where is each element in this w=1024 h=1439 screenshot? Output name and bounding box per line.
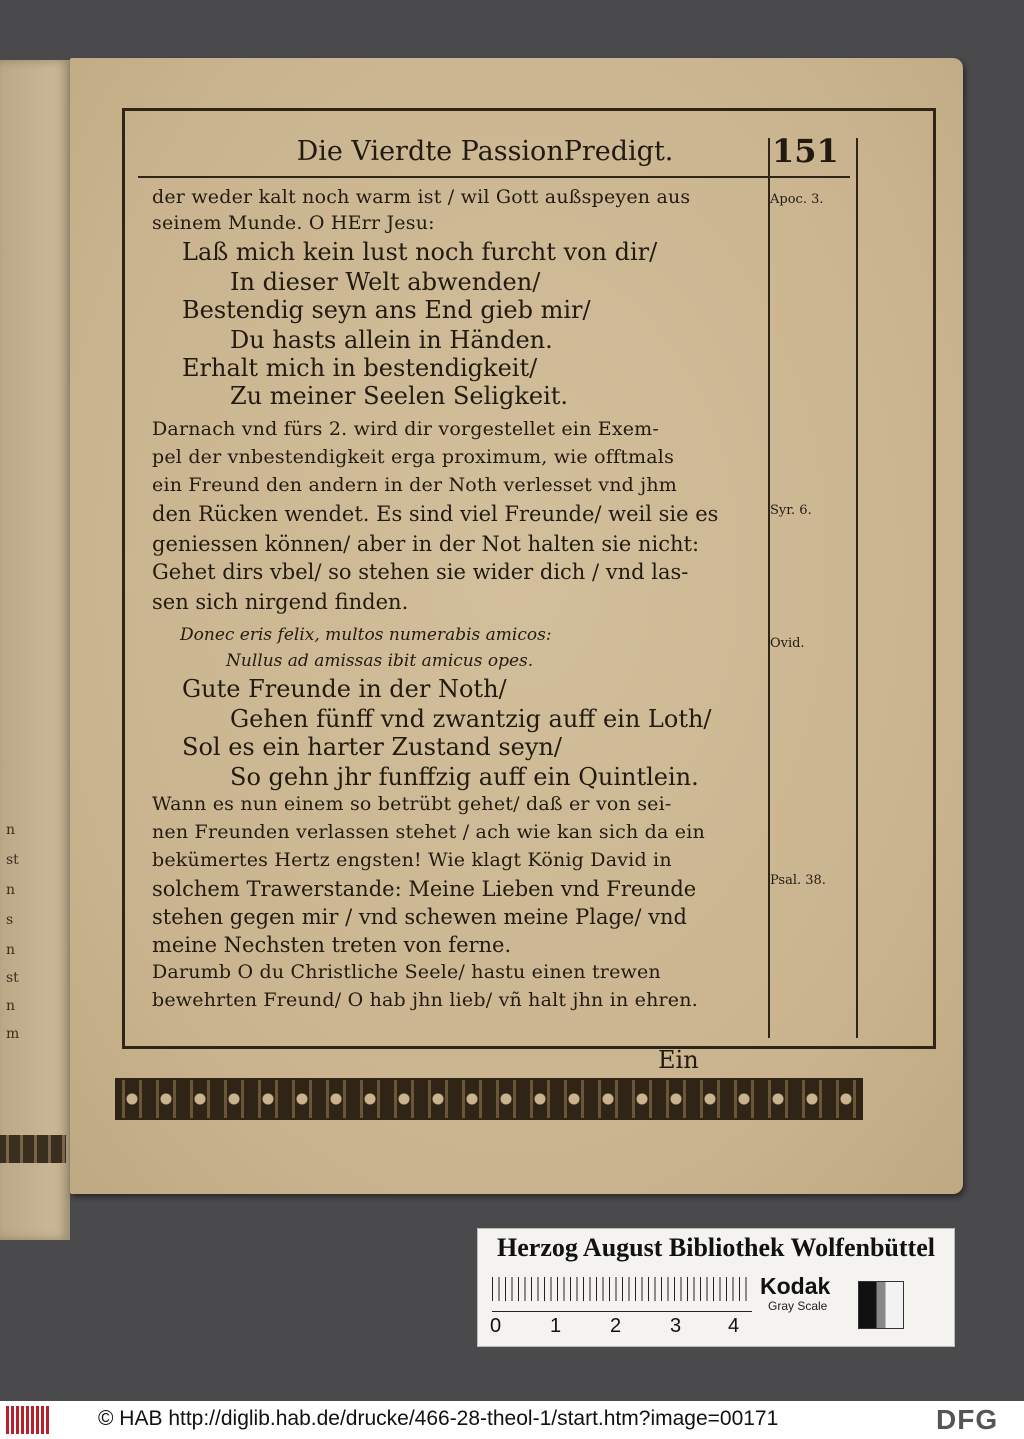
book-page	[70, 58, 963, 1194]
text-line: Wann es nun einem so betrübt gehet/ daß er von sei-	[152, 793, 672, 815]
prev-page-glyph: n	[6, 822, 16, 838]
ruler-number: 2	[610, 1315, 622, 1337]
running-head: Die Vierdte PassionPredigt.	[296, 136, 674, 167]
text-line: Bestendig seyn ans End gieb mir/	[182, 296, 591, 324]
text-line: Laß mich kein lust noch furcht von dir/	[182, 238, 658, 266]
previous-page-edge	[0, 60, 70, 1240]
gray-scale-label: Gray Scale	[768, 1299, 828, 1313]
library-name: Herzog August Bibliothek Wolfenbüttel	[497, 1233, 935, 1262]
text-line: Du hasts allein in Händen.	[230, 326, 553, 354]
marginal-note-apoc: Apoc. 3.	[770, 192, 824, 207]
ruler-number: 0	[490, 1315, 502, 1337]
margin-rule	[856, 138, 858, 1038]
ruler-number: 1	[550, 1315, 562, 1337]
text-line: seinem Munde. O HErr Jesu:	[152, 212, 435, 234]
text-line: sen sich nirgend finden.	[152, 590, 409, 614]
text-line: bekümertes Hertz engsten! Wie klagt König David in	[152, 849, 672, 871]
text-line: Zu meiner Seelen Seligkeit.	[230, 382, 569, 410]
text-line: solchem Trawerstande: Meine Lieben vnd Freunde	[152, 877, 697, 901]
prev-page-glyph: m	[6, 1026, 20, 1042]
hab-logo-icon	[6, 1406, 50, 1434]
text-line: Donec eris felix, multos numerabis amicos:	[180, 625, 552, 645]
prev-page-glyph: s	[6, 912, 14, 928]
text-line: nen Freunden verlassen stehet / ach wie kan sich da ein	[152, 821, 705, 843]
text-line: ein Freund den andern in der Noth verlesset vnd jhm	[152, 474, 677, 496]
text-line: So gehn jhr funffzig auff ein Quintlein.	[230, 763, 699, 791]
catchword: Ein	[658, 1046, 699, 1074]
prev-page-glyph: st	[6, 852, 19, 868]
decorative-ornament-band	[115, 1078, 863, 1120]
ruler-number: 4	[728, 1315, 740, 1337]
text-line: meine Nechsten treten von ferne.	[152, 933, 512, 957]
text-line: stehen gegen mir / vnd schewen meine Plage/ vnd	[152, 905, 687, 929]
text-line: Gute Freunde in der Noth/	[182, 675, 507, 703]
text-line: Darumb O du Christliche Seele/ hastu einen trewen	[152, 961, 661, 983]
prev-page-ornament	[0, 1135, 66, 1163]
marginal-note-ovid: Ovid.	[770, 636, 805, 651]
color-scale-card	[477, 1228, 955, 1347]
text-line: geniessen können/ aber in der Not halten sie nicht:	[152, 532, 700, 556]
text-line: In dieser Welt abwenden/	[230, 268, 541, 296]
text-line: bewehrten Freund/ O hab jhn lieb/ vñ halt jhn in ehren.	[152, 989, 698, 1011]
kodak-logo: Kodak	[760, 1273, 831, 1299]
gray-scale-patch	[858, 1281, 904, 1329]
ruler-ticks	[492, 1277, 752, 1311]
text-line: Darnach vnd fürs 2. wird dir vorgestellet ein Exem-	[152, 418, 660, 440]
prev-page-glyph: n	[6, 998, 16, 1014]
text-line: Nullus ad amissas ibit amicus opes.	[226, 651, 534, 671]
footer-bar	[0, 1401, 1024, 1439]
dfg-logo: DFG	[936, 1404, 999, 1435]
text-line: pel der vnbestendigkeit erga proximum, wie offtmals	[152, 446, 675, 468]
text-line: den Rücken wendet. Es sind viel Freunde/ weil sie es	[152, 502, 719, 526]
marginal-note-syr: Syr. 6.	[770, 503, 812, 518]
prev-page-glyph: n	[6, 882, 16, 898]
page-number: 151	[772, 132, 839, 170]
prev-page-glyph: n	[6, 942, 16, 958]
text-line: Sol es ein harter Zustand seyn/	[182, 733, 562, 761]
ruler-number: 3	[670, 1315, 682, 1337]
text-line: der weder kalt noch warm ist / wil Gott außspeyen aus	[152, 186, 691, 208]
text-line: Erhalt mich in bestendigkeit/	[182, 354, 538, 382]
header-rule	[138, 176, 850, 178]
source-url[interactable]: © HAB http://diglib.hab.de/drucke/466-28-theol-1/start.htm?image=00171	[98, 1407, 779, 1430]
marginal-note-psal: Psal. 38.	[770, 873, 826, 888]
prev-page-glyph: st	[6, 970, 19, 986]
text-line: Gehen fünff vnd zwantzig auff ein Loth/	[230, 705, 712, 733]
text-line: Gehet dirs vbel/ so stehen sie wider dich / vnd las-	[152, 560, 689, 584]
ruler-base	[492, 1311, 752, 1312]
